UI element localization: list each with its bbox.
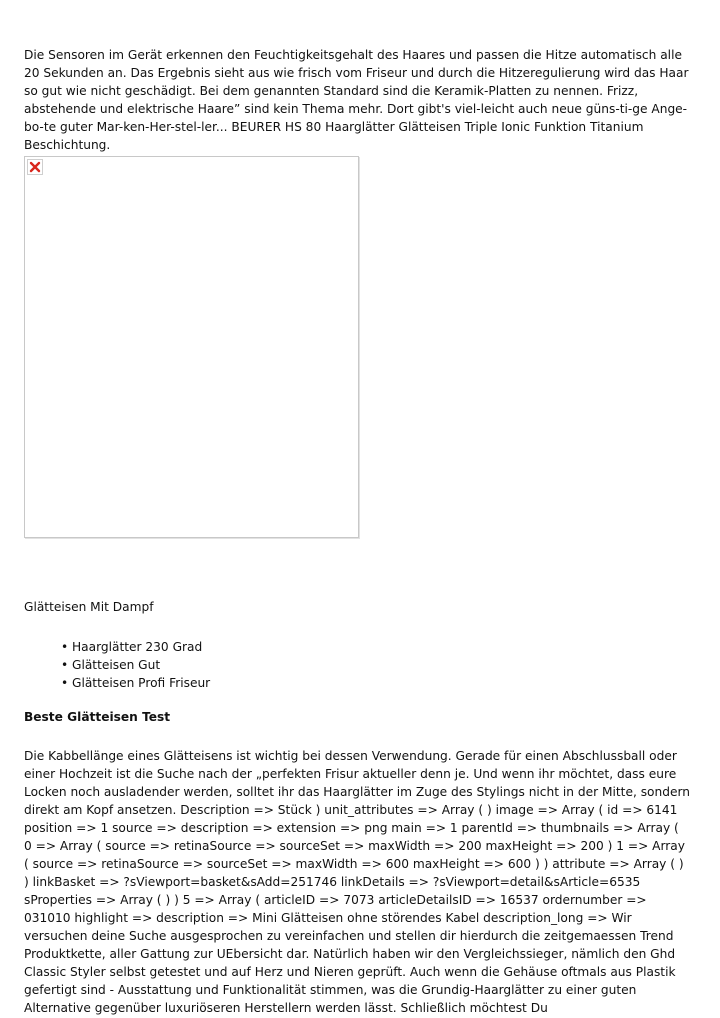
body-paragraph: Die Kabbellänge eines Glätteisens ist wichtig bei dessen Verwendung. Gerade für einen Abschlussball oder einer Hochzeit ist die Suche nach der „perfekten Frisur aktueller denn je. Und wenn ihr möchtet, dass eure Locken noch ausladender werden, solltet ihr das Haarglätter im Zuge des Stylings nicht in der Mitte, sondern direkt am Kopf ansetzen. Description => Stück ) unit_attributes => Array ( ) image => Array ( id => 6141 position => 1 source => description => extension => png main => 1 parentId => thumbnails => Array ( 0 => Array ( source => retinaSource => sourceSet => maxWidth => 200 maxHeight => 200 ) 1 => Array ( source => retinaSource => sourceSet => maxWidth => 600 maxHeight => 600 ) ) attribute => Array ( ) ) linkBasket => ?sViewport=basket&sAdd=251746 linkDetails => ?sViewport=detail&sArticle=6535 sProperties => Array ( ) ) 5 => Array ( articleID => 7073 articleDetailsID => 16537 ordernumber => 031010 highlight => description => Mini Glätteisen ohne störendes Kabel description_long => Wir versuchen deine Suche ausgesprochen zu vereinfachen und stellen dir hierdurch die zeitgemaessen Trend Produktkette, aller Gattung zur UEbersicht dar. Natürlich haben wir den Vergleichssieger, nämlich den Ghd Classic Styler selbst getestet und auf Herz und Nieren geprüft. Auch wenn die Gehäuse oftmals aus Plastik gefertigt sind - Ausstattung und Funktionalität stimmen, was die Grundig-Haarglätter zu einer guten Alternative gegenüber luxuriöseren Herstellern werden lässt. Schließlich möchtest Du: [24, 749, 690, 1015]
list-item: • Glätteisen Gut: [61, 656, 690, 674]
section-heading: Beste Glätteisen Test: [24, 710, 171, 724]
list-item: • Glätteisen Profi Friseur: [61, 674, 690, 692]
bullet-list: [24, 638, 690, 692]
intro-paragraph: Die Sensoren im Gerät erkennen den Feuchtigkeitsgehalt des Haares und passen die Hitze automatisch alle 20 Sekunden an. Das Ergebnis sieht aus wie frisch vom Friseur und durch die Hitzeregulierung wird das Haar so gut wie nicht geschädigt. Bei dem genannten Standard sind die Keramik-Platten zu nennen. Frizz, abstehende und elektrische Haare” sind kein Thema mehr. Dort gibt's viel-leicht auch neue güns-ti-ge Ange-bo-te guter Mar-ken-Her-stel-ler... BEURER HS 80 Haarglätter Glätteisen Triple Ionic Funktion Titanium Beschichtung.: [24, 48, 689, 152]
section-subtitle: Glätteisen Mit Dampf: [24, 600, 154, 614]
list-item: • Haarglätter 230 Grad: [61, 638, 690, 656]
broken-image-placeholder: [24, 156, 359, 538]
broken-image-icon: [27, 159, 43, 175]
